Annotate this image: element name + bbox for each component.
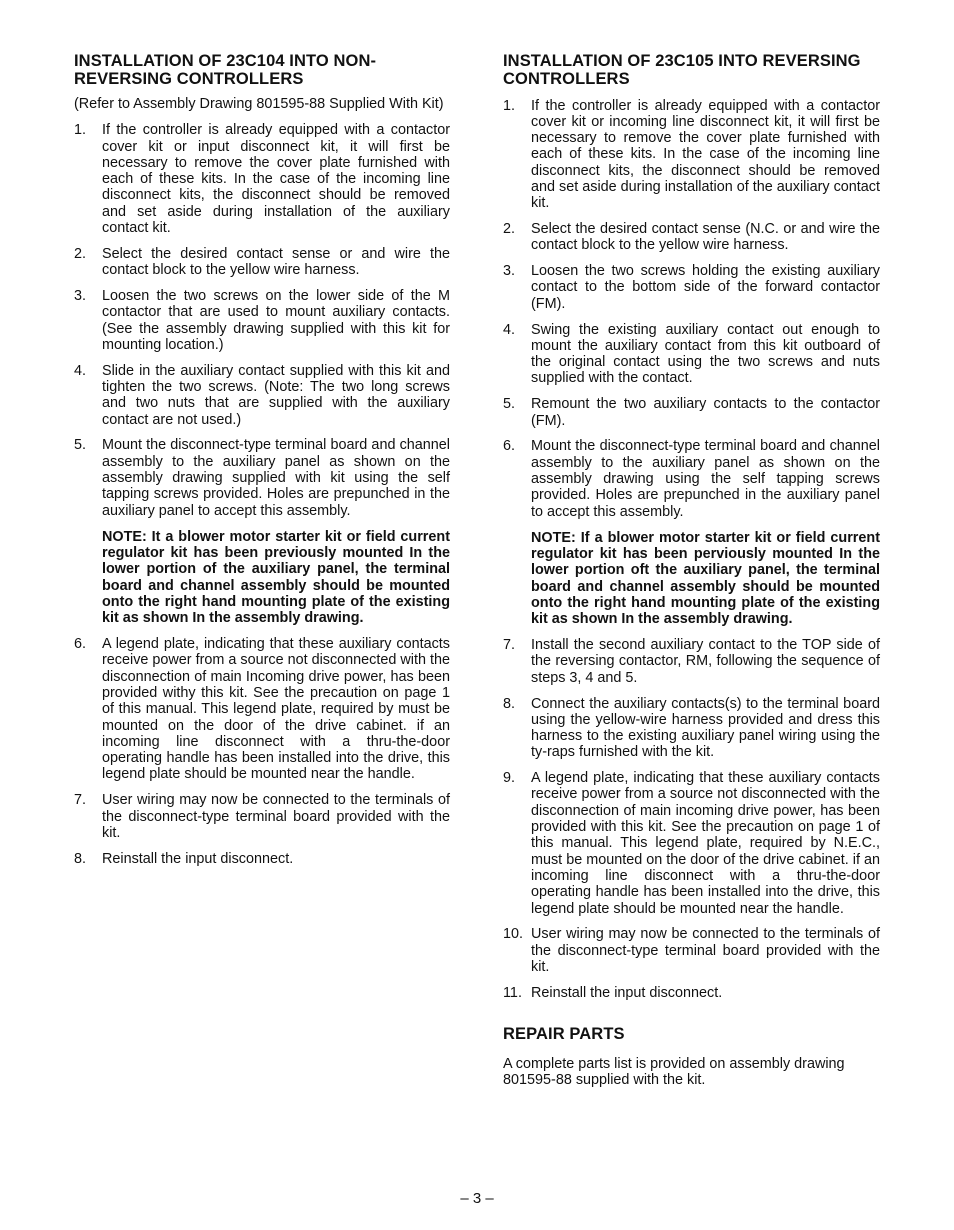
- step-number: 11.: [503, 984, 522, 1001]
- step-text: Reinstall the input disconnect.: [531, 984, 723, 1001]
- step-text: A legend plate, indicating that these auxiliary contacts receive power from a source not disconnected with the disconnection of main Incoming drive power, has been provided withy this kit. See the precaution on page 1 of this manual. This legend plate, required by must be mounted on the door of the drive cabinet. if an incoming line disconnect with a thru-the-door operating handle has been installed into the drive, this legend plate should be mounted near the handle.: [102, 636, 450, 783]
- step-number: 7.: [74, 792, 87, 809]
- step-item: [74, 122, 450, 236]
- step-text: If the controller is already equipped with a contactor cover kit or incoming line disconnect kit, it will first be necessary to remove the cover plate furnished with each of these kits. In the case of the incoming line disconnect kits, the disconnect should be removed and set aside during installation of the auxiliary contact kit.: [531, 97, 880, 212]
- step-item: [74, 246, 450, 279]
- step-text: Reinstall the input disconnect.: [102, 850, 294, 867]
- right-heading: INSTALLATION OF 23C105 INTO REVERSING CONTROLLERS: [503, 52, 861, 88]
- left-heading: INSTALLATION OF 23C104 INTO NON-REVERSING CONTROLLERS: [74, 52, 377, 88]
- step-text: Swing the existing auxiliary contact out enough to mount the auxiliary contact from this kit outboard of the original contact using the two screws and nuts supplied with the contact.: [531, 321, 880, 387]
- step-number: 3.: [503, 263, 516, 280]
- step-number: 9.: [503, 770, 516, 787]
- step-number: 4.: [503, 321, 516, 338]
- left-steps-list: [74, 122, 450, 867]
- step-item: [503, 322, 880, 387]
- step-item: [503, 696, 880, 761]
- step-item: [503, 263, 880, 312]
- step-item: [503, 770, 880, 917]
- step-text: Install the second auxiliary contact to the TOP side of the reversing contactor, RM, following the sequence of steps 3, 4 and 5.: [531, 637, 880, 686]
- step-number: 1.: [503, 97, 516, 114]
- step-number: 5.: [74, 437, 87, 454]
- step-number: 1.: [74, 122, 87, 139]
- repair-parts-text: A complete parts list is provided on assembly drawing 801595-88 supplied with the kit.: [503, 1056, 845, 1089]
- step-number: 4.: [74, 362, 87, 379]
- step-item: [503, 438, 880, 627]
- step-item: [74, 851, 450, 867]
- step-item: [503, 396, 880, 429]
- repair-parts-section: [503, 1025, 880, 1089]
- left-column: [74, 52, 450, 867]
- step-number: 8.: [503, 695, 516, 712]
- step-text: Mount the disconnect-type terminal board and channel assembly to the auxiliary panel as shown on the assembly drawing using the self tapping screws provided. Holes are prepunched in the auxiliary panel to accept this assembly.: [531, 438, 880, 520]
- step-text: Select the desired contact sense or and wire the contact block to the yellow wire harness.: [102, 245, 450, 279]
- step-item: [503, 985, 880, 1001]
- repair-parts-heading: REPAIR PARTS: [503, 1025, 625, 1044]
- step-number: 7.: [503, 637, 516, 654]
- step-number: 8.: [74, 850, 87, 867]
- step-item: [74, 437, 450, 626]
- step-text: Select the desired contact sense (N.C. or and wire the contact block to the yellow wire harness.: [531, 221, 880, 254]
- step-text: Mount the disconnect-type terminal board and channel assembly to the auxiliary panel as shown on the assembly drawing supplied with kit using the self tapping screws provided. Holes are prepunched in the auxiliary panel to accept this assembly.: [102, 437, 450, 519]
- step-item: [74, 363, 450, 428]
- right-column: [503, 52, 880, 1089]
- step-number: 2.: [74, 245, 87, 262]
- step-item: [503, 221, 880, 254]
- step-item: [74, 636, 450, 783]
- step-item: [74, 792, 450, 841]
- page-number: – 3 –: [460, 1190, 494, 1207]
- step-note: NOTE: If a blower motor starter kit or field current regulator kit has been perviously mounted In the lower portion oft the auxiliary panel, the terminal board and channel assembly should be mounted onto the right hand mounting plate of the existing kit as shown In the assembly drawing.: [531, 529, 880, 628]
- step-text: A legend plate, indicating that these auxiliary contacts receive power from a source not disconnected with the disconnection of main incoming drive power, has been provided with this kit. See the precaution on page 1 of this manual. This legend plate, required by N.E.C., must be mounted on the door of the drive cabinet. if an incoming line disconnect with a thru-the-door operating handle has been installed into the drive, this legend plate should be mounted near the handle.: [531, 770, 880, 917]
- step-text: Connect the auxiliary contacts(s) to the terminal board using the yellow-wire harness provided and dress this harness to the existing auxiliary panel wiring using the ty-raps furnished with the kit.: [531, 695, 880, 761]
- step-item: [503, 926, 880, 975]
- step-text: Slide in the auxiliary contact supplied with this kit and tighten the two screws. (Note: The two long screws and two nuts that are supplied with the auxiliary contact are not used.): [102, 362, 450, 428]
- step-number: 6.: [503, 438, 516, 455]
- step-number: 3.: [74, 287, 87, 304]
- step-item: [503, 98, 880, 212]
- step-text: Remount the two auxiliary contacts to the contactor (FM).: [531, 396, 880, 429]
- step-text: Loosen the two screws holding the existing auxiliary contact to the bottom side of the forward contactor (FM).: [531, 263, 880, 312]
- step-item: [74, 288, 450, 353]
- step-number: 10.: [503, 926, 524, 943]
- step-text: User wiring may now be connected to the terminals of the disconnect-type terminal board provided with the kit.: [102, 792, 450, 841]
- step-number: 5.: [503, 396, 516, 413]
- step-number: 6.: [74, 636, 87, 653]
- step-note: NOTE: It a blower motor starter kit or field current regulator kit has been previously mounted In the lower portion of the auxiliary panel, the terminal board and channel assembly should be mounted onto the right hand mounting plate of the existing kit as shown In the assembly drawing.: [102, 528, 450, 627]
- right-steps-list: [503, 98, 880, 1002]
- step-text: Loosen the two screws on the lower side of the M contactor that are used to mount auxiliary contacts. (See the assembly drawing supplied with this kit for mounting location.): [102, 287, 450, 353]
- step-number: 2.: [503, 221, 516, 238]
- step-text: User wiring may now be connected to the terminals of the disconnect-type terminal board provided with the kit.: [531, 926, 880, 975]
- left-intro: (Refer to Assembly Drawing 801595-88 Supplied With Kit): [74, 96, 444, 112]
- step-text: If the controller is already equipped with a contactor cover kit or input disconnect kit, it will first be necessary to remove the cover plate furnished with each of these kits. In the case of the incoming line disconnect kits, the disconnect should be removed and set aside during installation of the auxiliary contact kit.: [102, 122, 450, 237]
- step-item: [503, 637, 880, 686]
